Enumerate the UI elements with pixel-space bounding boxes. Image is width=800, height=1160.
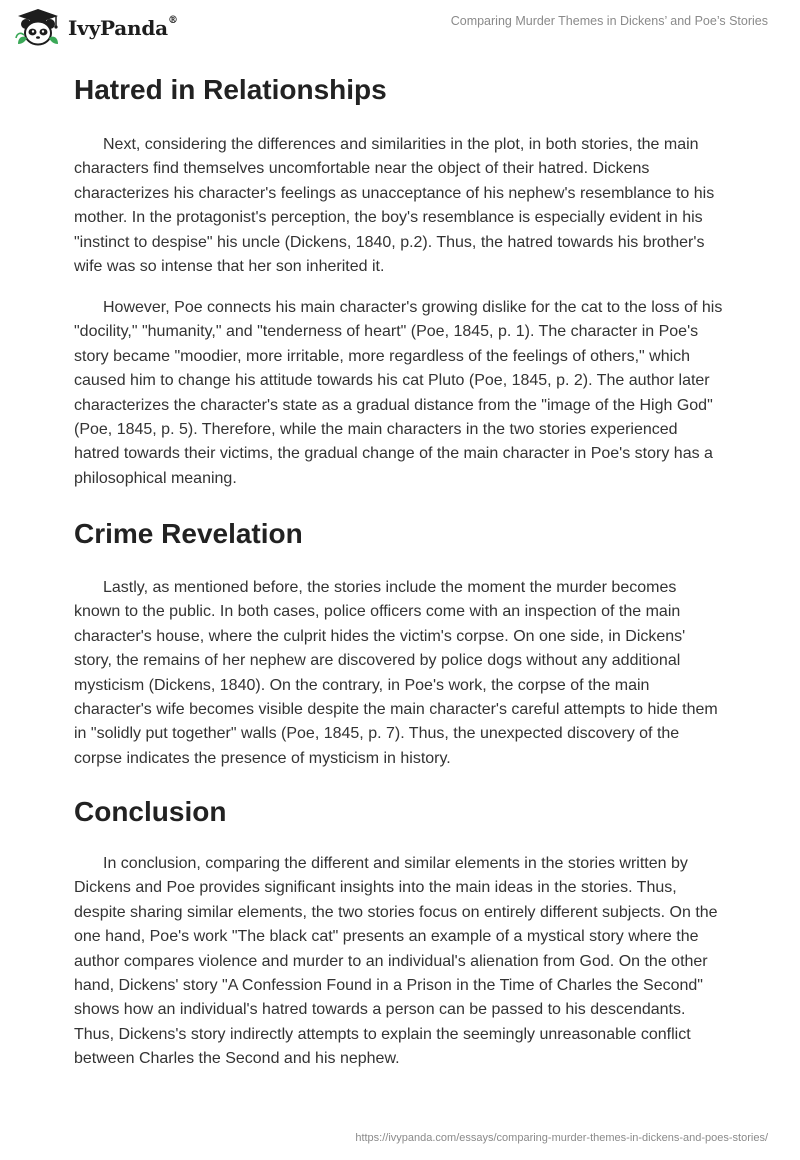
document-title: Comparing Murder Themes in Dickens’ and Poe’s Stories xyxy=(450,14,768,28)
panda-graduate-icon xyxy=(14,8,62,48)
page-header xyxy=(0,0,800,60)
paragraph: In conclusion, comparing the different and similar elements in the stories written by Dickens and Poe provides significant insights into the main ideas in the stories. Thus, despite sharing similar elements, the two stories focus on entirely different subjects. On the one hand, Poe's work "The black cat" presents an example of a mystical story where the author compares violence and murder to an individual's alienation from God. On the other hand, Dickens' story "A Confession Found in a Prison in the Time of Charles the Second" shows how an individual's hatred towards a person can be passed to his descendants. Thus, Dickens's story indirectly attempts to explain the seemingly unreasonable conflict between Charles the Second and his nephew. xyxy=(74,855,718,1068)
section-heading-conclusion: Conclusion xyxy=(74,796,227,827)
paragraph: Next, considering the differences and similarities in the plot, in both stories, the main characters find themselves uncomfortable near the object of their hatred. Dickens characterizes his character's feelings as unacceptance of his nephew's resemblance to his mother. In the protagonist's perception, the boy's resemblance is especially evident in his "instinct to despise" his uncle (Dickens, 1840, p.2). Thus, the hatred towards his brother's wife was so intense that her son inherited it. xyxy=(74,136,715,276)
paragraph: Lastly, as mentioned before, the stories include the moment the murder becomes known to the public. In both cases, police officers come with an inspection of the main character's house, where the culprit hides the victim's corpse. On one side, in Dickens' story, the remains of her nephew are discovered by police dogs without any additional mysticism (Dickens, 1840). On the contrary, in Poe's work, the corpse of the main character's wife becomes visible despite the main character's careful attempts to hide them in "solidly put together" walls (Poe, 1845, p. 7). Thus, the unexpected discovery of the corpse indicates the presence of mysticism in history. xyxy=(74,579,718,767)
section-heading-hatred: Hatred in Relationships xyxy=(74,74,387,105)
section-heading-crime-revelation: Crime Revelation xyxy=(74,518,303,549)
source-url[interactable]: https://ivypanda.com/essays/comparing-murder-themes-in-dickens-and-poes-stories/ xyxy=(355,1132,768,1144)
paragraph: However, Poe connects his main character's growing dislike for the cat to the loss of his "docility," "humanity," and "tenderness of heart" (Poe, 1845, p. 1). The character in Poe's story became "moodier, more irritable, more regardless of the feelings of others," which caused him to change his attitude towards his cat Pluto (Poe, 1845, p. 2). The author later characterizes the character's state as a gradual distance from the "image of the High God" (Poe, 1845, p. 5). Therefore, while the main characters in the two stories experienced hatred towards their victims, the gradual change of the main character in Poe's story has a philosophical meaning. xyxy=(74,299,723,487)
brand-name: IvyPanda® xyxy=(68,15,178,40)
ivypanda-logo[interactable] xyxy=(14,8,178,48)
